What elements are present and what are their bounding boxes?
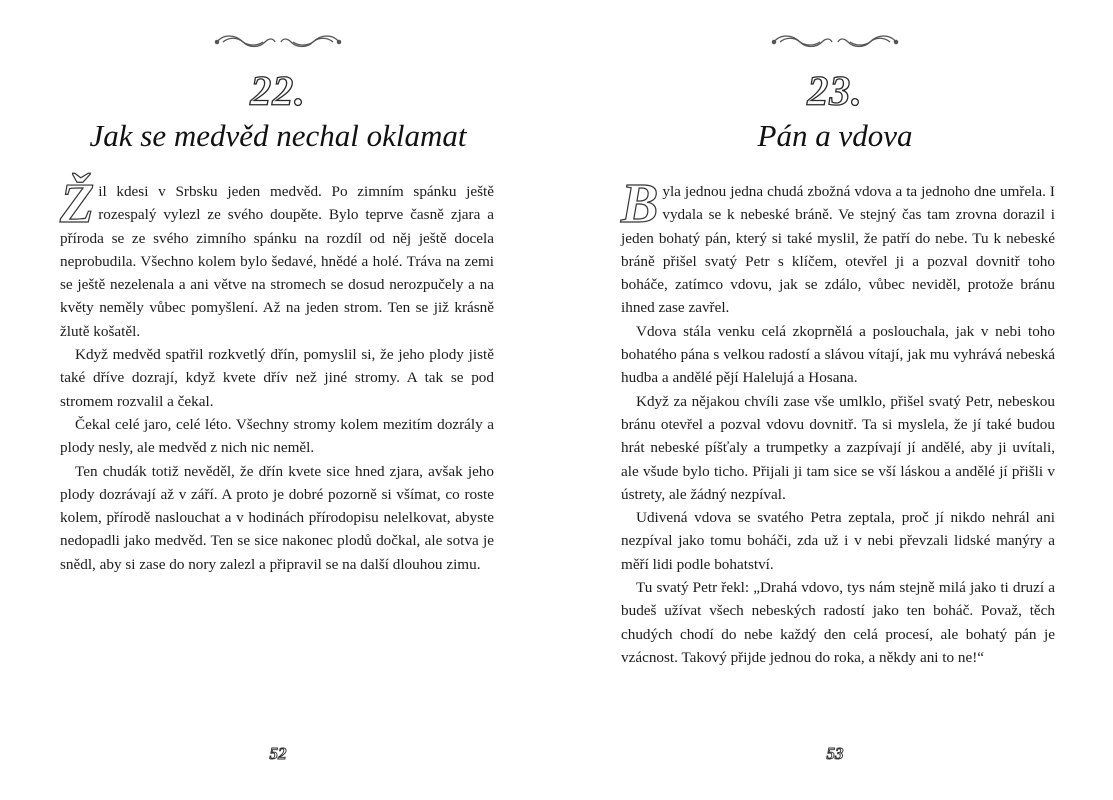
right-page xyxy=(557,0,1113,800)
paragraph: Udivená vdova se svatého Petra zeptala, proč jí nikdo nehrál ani nezpíval jako tomu boháči, zda už i v nebi převzali lidské manýry a měří lidi podle bohatství. xyxy=(621,509,1055,573)
chapter-body xyxy=(60,173,494,576)
swirl-ornament-icon xyxy=(557,33,1113,53)
paragraph: Byla jednou jedna chudá zbožná vdova a ta jednoho dne umřela. I vydala se k nebeské bráně. Ve stejný čas tam zrovna dorazil i jeden bohatý pán, který si také myslil, že patří do nebe. Tu k nebeské bráně přišel svatý Petr s klíčem, otevřel ji a pozval dovnitř toho boháče, zatímco vdovu, jak se zdálo, vůbec neviděl, protože bránu ihned zase zavřel. xyxy=(621,173,1055,317)
left-page xyxy=(0,0,556,800)
page-number: 53 xyxy=(826,744,844,763)
chapter-number: 22. xyxy=(250,69,306,115)
drop-cap: B xyxy=(621,173,659,235)
paragraph: Tu svatý Petr řekl: „Drahá vdovo, tys nám stejně milá jako ti druzí a budeš užívat všech nebeských radostí jako ten boháč. Považ, těch chudých chodí do nebe každý den celá procesí, ale bohatý pán je vzácnost. Takový přijde jednou do roka, a někdy ani to ne!“ xyxy=(621,579,1055,666)
swirl-ornament-icon xyxy=(0,33,556,53)
chapter-title: Jak se medvěd nechal oklamat xyxy=(89,118,467,153)
paragraph: Čekal celé jaro, celé léto. Všechny stromy kolem mezitím dozrály a plody nesly, ale medvěd z nich nic neměl. xyxy=(60,415,494,457)
paragraph: Když za nějakou chvíli zase vše umlklo, přišel svatý Petr, nebeskou bránu otevřel a pozval vdovu dovnitř. Ta si myslela, že jí také budou hrát nebeské píšťaly a trumpetky a zazpívají jí andělé, aby ji uvítali, ale všude bylo ticho. Přijali ji tam sice se vší láskou a andělé jí přišli v ústrety, ale žádný nezpíval. xyxy=(621,392,1055,503)
paragraph: Když medvěd spatřil rozkvetlý dřín, pomyslil si, že jeho plody jistě také dříve dozrají, když kvete dřív než jiné stromy. A tak se pod stromem rozvalil a čekal. xyxy=(60,346,494,410)
drop-cap: Ž xyxy=(60,173,95,235)
page-number: 52 xyxy=(269,744,287,763)
paragraph: Žil kdesi v Srbsku jeden medvěd. Po zimním spánku ještě rozespalý vylezl ze svého doupěte. Bylo teprve časně zjara a příroda se ze svého zimního spánku na rozdíl od něj ještě docela neprobudila. Všechno kolem bylo šedavé, hnědé a holé. Tráva na zemi se ještě nezelenala a ani větve na stromech se dosud nerozpučely a na květy neměly vůbec pomyšlení. Až na jeden strom. Ten se již krásně žlutě košatěl. xyxy=(60,173,494,340)
chapter-body xyxy=(621,173,1055,669)
paragraph: Ten chudák totiž nevěděl, že dřín kvete sice hned zjara, avšak jeho plody dozrávají až v září. A proto je dobré pozorně si všímat, co roste kolem, přírodě naslouchat a v hodinách přírodopisu nelelkovat, abyste nedopadli jako medvěd. Ten se sice nakonec plodů dočkal, ale sotva je snědl, aby si zase do nory zalezl a připravil se na další dlouhou zimu. xyxy=(60,462,494,573)
chapter-number: 23. xyxy=(807,69,863,115)
chapter-title: Pán a vdova xyxy=(757,118,913,153)
paragraph: Vdova stála venku celá zkoprnělá a poslouchala, jak v nebi toho bohatého pána s velkou radostí a slávou vítají, jak mu vyhrává nebeská hudba a andělé pějí Halelujá a Hosana. xyxy=(621,322,1055,387)
